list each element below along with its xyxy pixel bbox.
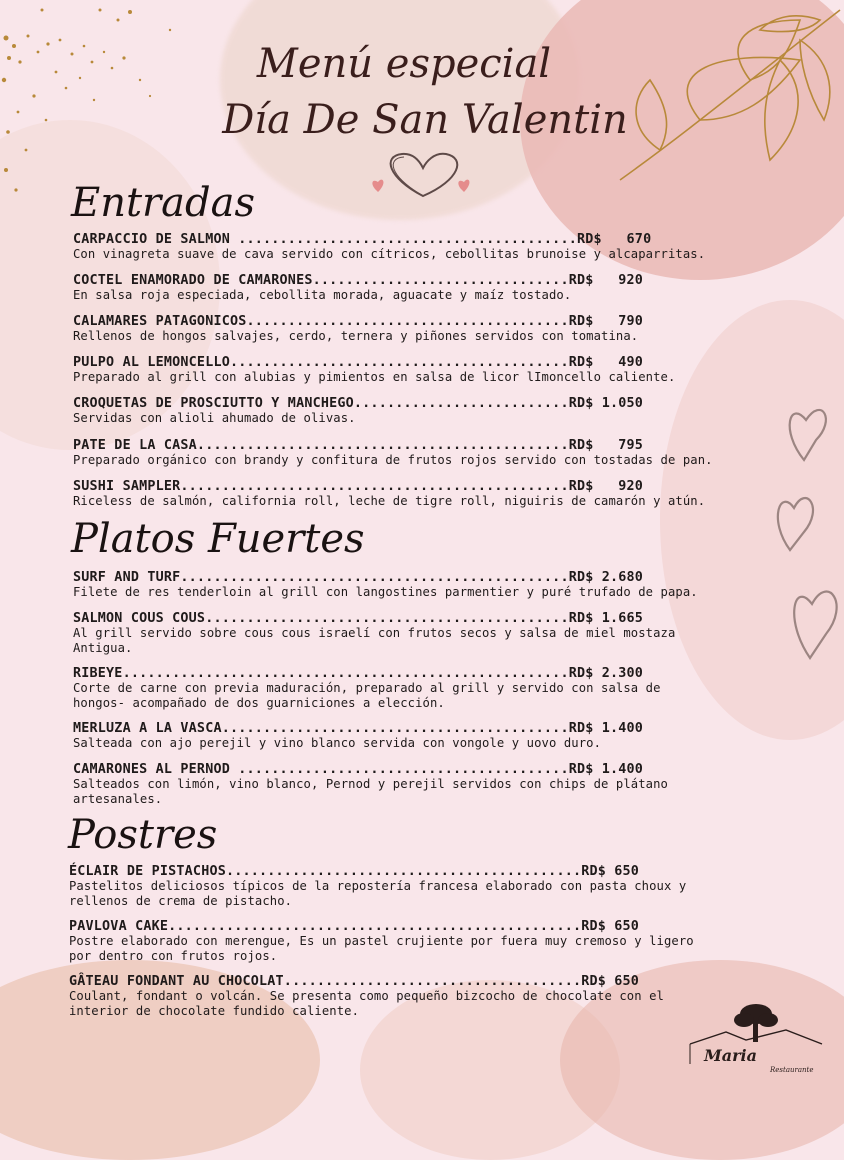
menu-item-description: Filete de res tenderloin al grill con langostines parmentier y puré trufado de papa. bbox=[73, 585, 698, 599]
menu-item bbox=[73, 721, 773, 751]
menu-item-description: Servidas con alioli ahumado de olivas. bbox=[73, 411, 356, 425]
menu-title bbox=[0, 36, 844, 148]
menu-item-description: Coulant, fondant o volcán. Se presenta como pequeño bizcocho de chocolate con el interior de chocolate fundido caliente. bbox=[69, 989, 664, 1018]
menu-item bbox=[73, 314, 773, 344]
menu-item-name-price: PAVLOVA CAKE..................................................RD$ 650 bbox=[69, 919, 640, 934]
menu-item-description: Pastelitos deliciosos típicos de la repostería francesa elaborado con pasta choux y rellenos de crema de pistacho. bbox=[69, 879, 687, 908]
menu-item-description: En salsa roja especiada, cebollita morada, aguacate y maíz tostado. bbox=[73, 288, 572, 302]
section-title-postres: Postres bbox=[68, 812, 218, 858]
menu-item bbox=[73, 611, 773, 655]
menu-item-name-price: PATE DE LA CASA.............................................RD$ 795 bbox=[73, 438, 644, 453]
menu-item bbox=[73, 666, 773, 710]
menu-item bbox=[73, 479, 773, 509]
logo-name: Maria bbox=[704, 1046, 757, 1065]
menu-item-description: Al grill servido sobre cous cous israelí con frutos secos y salsa de miel mostaza Antigua. bbox=[73, 626, 676, 655]
menu-item-name-price: GÂTEAU FONDANT AU CHOCOLAT....................................RD$ 650 bbox=[69, 974, 640, 989]
menu-item-name-price: CAMARONES AL PERNOD ........................................RD$ 1.400 bbox=[73, 762, 644, 777]
menu-item bbox=[69, 864, 769, 908]
menu-item bbox=[73, 355, 773, 385]
menu-item bbox=[73, 396, 773, 426]
menu-item bbox=[73, 232, 773, 262]
section-title-platos-fuertes: Platos Fuertes bbox=[71, 516, 365, 562]
menu-item bbox=[69, 919, 769, 963]
menu-item-name-price: SUSHI SAMPLER...............................................RD$ 920 bbox=[73, 479, 644, 494]
heart-doodle-icon bbox=[770, 390, 844, 670]
menu-item-name-price: PULPO AL LEMONCELLO.........................................RD$ 490 bbox=[73, 355, 644, 370]
menu-item-description: Preparado al grill con alubias y pimientos en salsa de licor lImoncello caliente. bbox=[73, 370, 676, 384]
menu-item-name-price: CALAMARES PATAGONICOS.......................................RD$ 790 bbox=[73, 314, 644, 329]
menu-item-description: Postre elaborado con merengue, Es un pastel crujiente por fuera muy cremoso y ligero por dentro con frutos rojos. bbox=[69, 934, 694, 963]
menu-item-description: Rellenos de hongos salvajes, cerdo, ternera y piñones servidos con tomatina. bbox=[73, 329, 639, 343]
menu-item-name-price: CARPACCIO DE SALMON .........................................RD$ 670 bbox=[73, 232, 652, 247]
menu-item-description: Con vinagreta suave de cava servido con cítricos, cebollitas brunoise y alcaparritas. bbox=[73, 247, 706, 261]
menu-item-name-price: RIBEYE......................................................RD$ 2.300 bbox=[73, 666, 644, 681]
menu-item-name-price: SALMON COUS COUS............................................RD$ 1.665 bbox=[73, 611, 644, 626]
menu-item-description: Riceless de salmón, california roll, leche de tigre roll, niguiris de camarón y atún. bbox=[73, 494, 706, 508]
menu-item-description: Preparado orgánico con brandy y confitura de frutos rojos servido con tostadas de pan. bbox=[73, 453, 713, 467]
menu-item-description: Corte de carne con previa maduración, preparado al grill y servido con salsa de hongos- acompañado de dos guarniciones a elección. bbox=[73, 681, 661, 710]
logo-subtitle: Restaurante bbox=[770, 1066, 814, 1074]
menu-item-name-price: SURF AND TURF...............................................RD$ 2.680 bbox=[73, 570, 644, 585]
menu-item bbox=[73, 273, 773, 303]
menu-item bbox=[73, 570, 773, 600]
menu-item bbox=[73, 438, 773, 468]
menu-title-line1: Menú especial bbox=[256, 41, 552, 87]
menu-title-line2: Día De San Valentin bbox=[222, 97, 628, 143]
menu-item-description: Salteada con ajo perejil y vino blanco servida con vongole y uovo duro. bbox=[73, 736, 602, 750]
menu-item-description: Salteados con limón, vino blanco, Pernod y perejil servidos con chips de plátano artesanales. bbox=[73, 777, 668, 806]
section-title-entradas: Entradas bbox=[71, 180, 255, 226]
menu-item bbox=[73, 762, 773, 806]
heart-icon bbox=[368, 150, 478, 200]
menu-item-name-price: CROQUETAS DE PROSCIUTTO Y MANCHEGO..........................RD$ 1.050 bbox=[73, 396, 644, 411]
menu-item-name-price: COCTEL ENAMORADO DE CAMARONES...............................RD$ 920 bbox=[73, 273, 644, 288]
menu-item-name-price: ÉCLAIR DE PISTACHOS...........................................RD$ 650 bbox=[69, 864, 640, 879]
menu-item-name-price: MERLUZA A LA VASCA..........................................RD$ 1.400 bbox=[73, 721, 644, 736]
menu-item bbox=[69, 974, 769, 1018]
